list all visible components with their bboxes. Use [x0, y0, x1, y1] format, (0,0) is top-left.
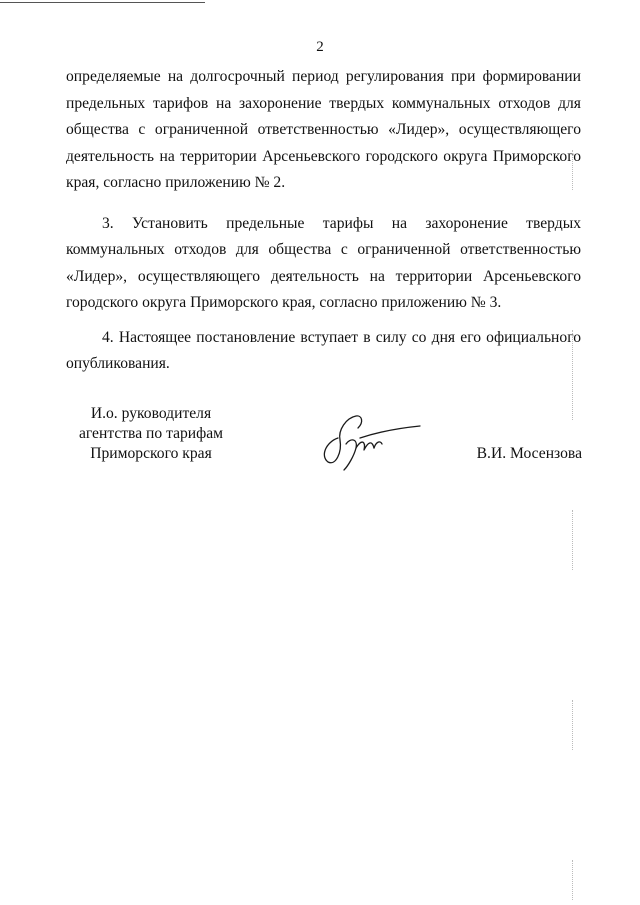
page-number: 2: [316, 39, 324, 55]
scan-margin-dots: [572, 510, 574, 570]
scan-margin-dots: [572, 330, 574, 420]
top-rule: [0, 2, 205, 3]
handwritten-signature: [316, 408, 426, 472]
signer-position-line-3: Приморского края: [90, 445, 212, 462]
scan-margin-dots: [572, 700, 574, 750]
signer-name: В.И. Мосензова: [476, 445, 582, 462]
scan-margin-dots: [572, 150, 574, 190]
signer-position-line-2: агентства по тарифам: [78, 425, 224, 442]
signer-position: [66, 404, 236, 464]
signature-block: [0, 404, 640, 484]
document-body: [66, 64, 581, 378]
paragraph-item-4: 4. Настоящее постановление вступает в силу со дня его официального опубликования.: [66, 328, 581, 372]
paragraph-item-3: 3. Установить предельные тарифы на захоронение твердых коммунальных отходов для общества с ограниченной ответственностью «Лидер», осуществляющего деятельность на территории Арсеньевского городского округа Приморского края, согласно приложению № 3.: [66, 214, 581, 311]
scan-margin-dots: [572, 860, 574, 900]
paragraph-continuation: определяемые на долгосрочный период регулирования при формировании предельных тарифов на захоронение твердых коммунальных отходов для общества с ограниченной ответственностью «Лидер», осуществляющего деятельность на территории Арсеньевского городского округа Приморского края, согласно приложению № 2.: [66, 68, 581, 191]
signer-position-line-1: И.о. руководителя: [90, 405, 212, 422]
